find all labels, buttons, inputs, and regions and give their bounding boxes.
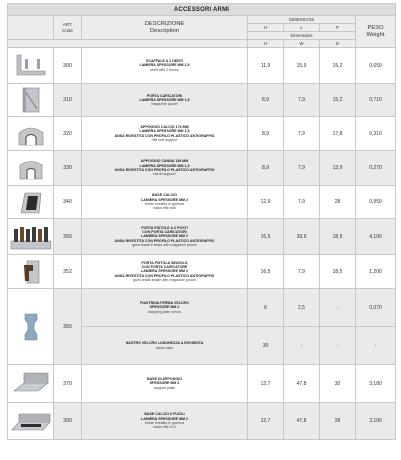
header-dimensions: Dimensions — [248, 32, 356, 40]
weight-value: 0,270 — [356, 151, 396, 186]
description-line: support plate — [154, 385, 175, 390]
single-gun-holder-icon — [11, 257, 51, 287]
magazine-pouch-icon — [11, 85, 51, 115]
magazine-pouch-image — [8, 84, 54, 117]
header-weight — [356, 16, 396, 48]
basis-rifle-6-icon — [9, 406, 53, 436]
dimension-p: 15,2 — [320, 48, 356, 84]
article-code: 352 — [54, 255, 82, 289]
basis-rifle-butt-image — [8, 186, 54, 219]
velcro-plate-image — [8, 289, 54, 365]
product-description — [82, 84, 248, 117]
header-h-it: H — [248, 24, 284, 32]
description-line: magazine pouch — [151, 102, 178, 107]
weight-value: 0,710 — [356, 84, 396, 117]
product-description — [82, 403, 248, 440]
header-image-cell — [8, 16, 54, 40]
shelf-2-hooks-image — [8, 48, 54, 84]
description-line: barrel support — [153, 172, 176, 177]
dimension-l: 47,8 — [284, 365, 320, 403]
description-line: fondo rivestito in gomma — [144, 202, 185, 206]
dimension-p: 30 — [320, 365, 356, 403]
article-code: 390 — [54, 403, 82, 440]
dimension-p: - — [320, 327, 356, 365]
dimension-h: 8,9 — [248, 117, 284, 151]
description-line: ANSA RIVESTITA CON PROFILO PLASTICO ANTIGRAFFIO — [114, 238, 215, 243]
description-line: BASE CALCIO — [152, 193, 177, 198]
description-line: guns leads 6 seats with magazine pouch — [132, 242, 197, 247]
description-line: SCAFFALE A 2 DENTI — [145, 59, 184, 64]
header-w-en: W — [284, 40, 320, 48]
dimension-h: 16,5 — [248, 219, 284, 255]
description-line: LAMIERA SPESSORE MM 2 — [141, 416, 188, 421]
support-plate-image — [8, 365, 54, 403]
description-line: shelf with 2 hooks — [150, 67, 179, 72]
weight-value: 0,650 — [356, 48, 396, 84]
dimension-h: 8,9 — [248, 84, 284, 117]
table-row — [8, 255, 396, 289]
description-line: LAMIERA SPESSORE MM 2 — [141, 269, 188, 274]
header-dimensioni: DIMENSIONI — [248, 16, 356, 24]
basis-rifle-6-image — [8, 403, 54, 440]
product-description — [82, 365, 248, 403]
description-line: PORTA PISTOLA SINGOLO — [141, 260, 188, 265]
description-line: NASTRO VELCRO LUNGHEZZA A RICHIESTA — [125, 341, 204, 346]
dimension-h: 8,9 — [248, 151, 284, 186]
rifle-butt-support-image — [8, 117, 54, 151]
barrel-support-icon — [11, 153, 51, 183]
dimension-h: 16,5 — [248, 255, 284, 289]
description-line: velcro tape — [155, 345, 174, 350]
description-line: SPESSORE MM 2 — [149, 305, 180, 310]
dimension-l: 15,9 — [284, 48, 320, 84]
header-code — [54, 16, 82, 40]
dimension-h: 6 — [248, 289, 284, 327]
description-line: APPOGGIO CALCIO 176 MM — [140, 124, 189, 129]
weight-value: - — [356, 327, 396, 365]
description-line: stopping plate velcro — [148, 309, 181, 314]
dimension-h: 12,7 — [248, 365, 284, 403]
header-l-it: L — [284, 24, 320, 32]
article-code: 300 — [54, 48, 82, 84]
weight-value: 0,070 — [356, 289, 396, 327]
support-plate-icon — [10, 369, 52, 399]
dimension-p: 18,5 — [320, 255, 356, 289]
table-row — [8, 365, 396, 403]
dimension-p: 17,8 — [320, 117, 356, 151]
table-row — [8, 117, 396, 151]
dimension-p: 28 — [320, 186, 356, 219]
description-line: LAMIERA SPESSORE MM 1,5 — [139, 129, 190, 134]
product-description — [82, 255, 248, 289]
product-description — [82, 186, 248, 219]
description-line: fondo rivestito in gomma — [144, 421, 185, 425]
dimension-p: 15,2 — [320, 84, 356, 117]
description-line: basis rifle butt — [153, 206, 176, 211]
dimension-l: - — [284, 327, 320, 365]
table-row — [8, 48, 396, 84]
product-description — [82, 327, 248, 365]
article-code: 350 — [54, 219, 82, 255]
dimension-l: 7,9 — [284, 186, 320, 219]
dimension-p: 28 — [320, 403, 356, 440]
description-line: LAMIERA SPESSORE MM 1,5 — [139, 97, 190, 102]
table-title: ACCESSORI ARMI — [8, 4, 396, 16]
header-weight-label: Weight — [366, 31, 385, 38]
description-line: ANSA RIVESTITA CON PROFILO PLASTICO ANTIGRAFFIO — [114, 273, 215, 278]
product-table — [7, 3, 396, 440]
dimension-h: 12,7 — [248, 403, 284, 440]
dimension-l: 7,9 — [284, 117, 320, 151]
article-code: 370 — [54, 365, 82, 403]
article-code: 310 — [54, 84, 82, 117]
weight-value: 0,950 — [356, 186, 396, 219]
weight-value: 4,100 — [356, 219, 396, 255]
description-line: CON PORTA CARICATORE — [141, 265, 188, 270]
dimension-l: 7,9 — [284, 255, 320, 289]
single-gun-holder-image — [8, 255, 54, 289]
description-line: LAMIERA SPESSORE MM 1,5 — [139, 163, 190, 168]
header-description — [82, 16, 248, 40]
header-p-it: P — [320, 24, 356, 32]
dimension-h: 11,9 — [248, 48, 284, 84]
description-line: LAMIERA SPESSORE MM 1,5 — [139, 63, 190, 68]
description-line: ANSA RIVESTITA CON PROFILO PLASTICO ANTIGRAFFIO — [114, 168, 215, 172]
article-code: 330 — [54, 151, 82, 186]
description-line: LAMIERA SPESSORE MM 2 — [141, 234, 188, 239]
product-description — [82, 48, 248, 84]
weight-value: 3,180 — [356, 365, 396, 403]
weight-value: 1,200 — [356, 255, 396, 289]
description-line: guns leads single with magazine pouch — [133, 277, 196, 282]
rifle-butt-support-icon — [11, 119, 51, 149]
product-description — [82, 289, 248, 327]
header-spacer — [8, 40, 248, 48]
table-row — [8, 84, 396, 117]
description-line: LAMIERA SPESSORE MM 2 — [141, 197, 188, 202]
dimension-l: 47,8 — [284, 403, 320, 440]
barrel-support-image — [8, 151, 54, 186]
table-row — [8, 151, 396, 186]
table-row — [8, 186, 396, 219]
product-description — [82, 151, 248, 186]
header-descrizione-label: DESCRIZIONE — [144, 21, 185, 27]
dimension-p: 13,9 — [320, 151, 356, 186]
description-line: basis rifle to 6 — [153, 425, 176, 430]
dimension-l: 7,9 — [284, 84, 320, 117]
article-code: 340 — [54, 186, 82, 219]
description-line: rifle butt support — [151, 137, 178, 142]
dimension-h: 30 — [248, 327, 284, 365]
product-description — [82, 117, 248, 151]
weight-value: 3,100 — [356, 403, 396, 440]
accessori-armi-sheet — [7, 3, 395, 440]
table-row — [8, 403, 396, 440]
velcro-plate-icon — [19, 312, 43, 342]
dimension-l: 2,5 — [284, 289, 320, 327]
table-row — [8, 289, 396, 327]
description-line: ANSA RIVESTITA CON PROFILO PLASTICO ANTIGRAFFIO — [114, 133, 215, 138]
description-line: APPOGGIO CANNA 139 MM — [140, 159, 189, 164]
basis-rifle-butt-icon — [11, 187, 51, 217]
description-line: PIASTRINA FERMA VELCRO — [140, 301, 189, 306]
description-line: PORTA CARICATORI — [146, 93, 183, 98]
article-code: 320 — [54, 117, 82, 151]
description-line: PORTA PISTOLE A 6 POSTI — [141, 225, 188, 230]
header-art-label: ART. — [62, 22, 73, 27]
header-peso-label: PESO — [367, 25, 384, 31]
dimension-p: 18,5 — [320, 219, 356, 255]
dimension-h: 12,9 — [248, 186, 284, 219]
table-row — [8, 219, 396, 255]
description-line: SPESSORE MM 2 — [149, 381, 180, 386]
header-d-en: D — [320, 40, 356, 48]
description-line: BASE DI APPOGGIO — [146, 377, 182, 382]
description-line: CON PORTA CARICATORI — [142, 230, 187, 235]
dimension-l: 39,9 — [284, 219, 320, 255]
header-h-en: H — [248, 40, 284, 48]
dimension-l: 7,9 — [284, 151, 320, 186]
gun-rack-6-seats-icon — [9, 221, 53, 253]
gun-rack-6-seats-image — [8, 219, 54, 255]
header-description-label: Description — [150, 27, 179, 34]
header-code-label: Code — [62, 27, 73, 33]
weight-value: 0,310 — [356, 117, 396, 151]
dimension-p: - — [320, 289, 356, 327]
product-description — [82, 219, 248, 255]
article-code: 360 — [54, 289, 82, 365]
description-line: BASE CALCIO 6 FUCILI — [144, 412, 185, 417]
shelf-2-hooks-icon — [11, 51, 51, 81]
